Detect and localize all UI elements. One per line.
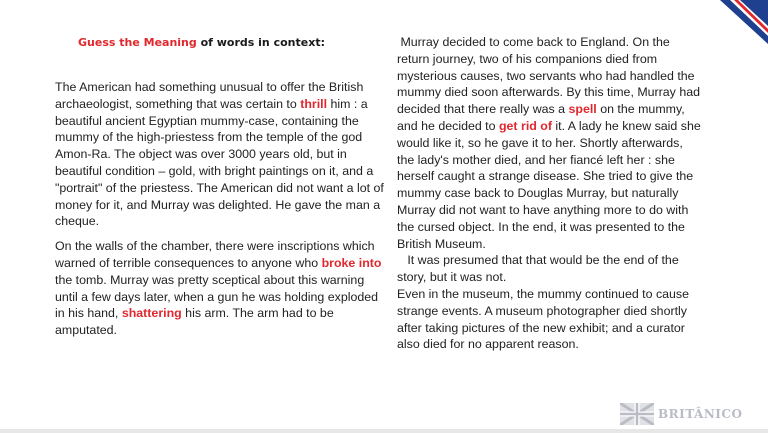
text-segment: on the mummy, and he decided to — [397, 102, 685, 133]
title-highlight: Guess the Meaning — [78, 36, 197, 49]
footer-bar — [0, 429, 768, 433]
left-paragraph-2 — [55, 238, 390, 339]
text-segment: him : a beautiful ancient Egyptian mummy-case, containing the mummy of the high-priestess from the temple of the god Amon-Ra. The object was over 3000 years old, but in beautiful condition – gold, with bright paintings on it, and a "portrait" of the priestess. The American did not want a lot of money for it, and Murray was delighted. He gave the man a cheque. — [55, 96, 384, 229]
title-rest: of words in context: — [196, 36, 325, 49]
left-column — [55, 79, 390, 339]
keyword-broke-into: broke into — [321, 255, 382, 270]
text-segment: his arm. The arm had to be amputated. — [55, 306, 334, 338]
keyword-get-rid-of: get rid of — [498, 118, 552, 133]
keyword-spell: spell — [568, 102, 597, 117]
logo-text: BRITÂNICO — [658, 407, 743, 421]
keyword-thrill: thrill — [300, 96, 328, 111]
text-segment: the tomb. Murray was pretty sceptical about this warning until a few days later, when a gun he was holding exploded in his hand, — [55, 272, 379, 321]
britanico-logo — [620, 403, 742, 425]
union-jack-corner-icon — [720, 0, 768, 44]
union-jack-logo-icon — [620, 403, 654, 425]
right-paragraph-3: Even in the museum, the mummy continued to cause strange events. A museum photographer died shortly after taking pictures of the new exhibit; and a curator also died for no apparent reason. — [397, 286, 690, 352]
right-paragraph-1 — [397, 34, 702, 252]
page-title — [78, 36, 325, 49]
left-paragraph-1 — [55, 79, 390, 230]
keyword-shattering: shattering — [121, 306, 182, 321]
text-segment: The American had something unusual to offer the British archaeologist, something that was certain to — [55, 80, 364, 111]
text-segment: it. A lady he knew said she would like it, so he gave it to her. Shortly afterwards, the lady's mother died, and her fiancé left her : she herself caught a strange disease. She tried to give the mummy case back to Douglas Murray, but naturally Murray did not want to have anything more to do with the cursed object. In the end, it was presented to the British Museum. — [397, 118, 701, 251]
right-paragraph-2: It was presumed that that would be the end of the story, but it was not. — [397, 253, 683, 285]
right-column — [397, 34, 702, 353]
text-segment: Murray decided to come back to England. On the return journey, two of his companions died from mysterious causes, two servants who had handled the mummy died soon afterwards. By this time, Murray had decided that there really was a — [397, 35, 704, 117]
text-segment: On the walls of the chamber, there were inscriptions which warned of terrible consequences to anyone who — [55, 239, 375, 270]
